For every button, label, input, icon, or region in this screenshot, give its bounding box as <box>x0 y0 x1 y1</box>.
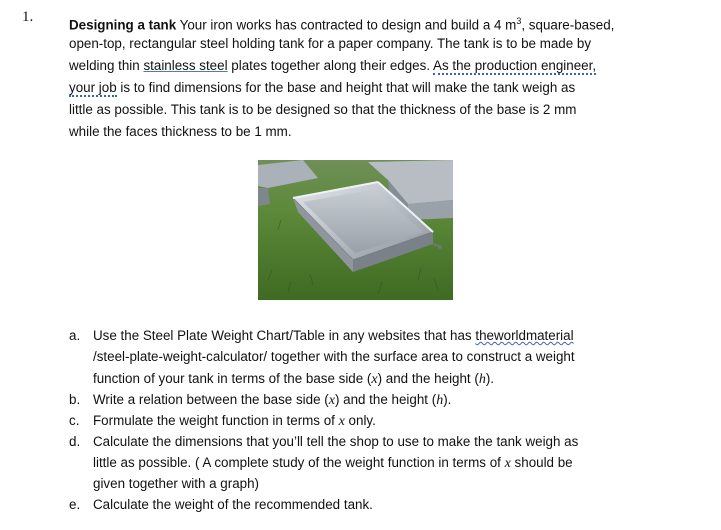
intro-line-5: little as possible. This tank is to be designed so that the thickness of the base is 2 mm <box>69 102 577 117</box>
item-a-line-2: /steel-plate-weight-calculator/ together with the surface area to construct a weight <box>93 349 575 364</box>
intro-line-4: your job is to find dimensions for the base and height that will make the tank weigh as <box>69 80 576 95</box>
item-a-line-3: function of your tank in terms of the base side (x) and the height (h). <box>93 371 495 387</box>
item-d-line-1: Calculate the dimensions that you’ll tell the shop to use to make the tank weigh as <box>93 434 579 449</box>
item-b-label: b. <box>69 392 81 407</box>
item-b-text: Write a relation between the base side (x) and the height (h). <box>93 392 452 408</box>
intro-line-2: open-top, rectangular steel holding tank for a paper company. The tank is to be made by <box>69 36 592 51</box>
intro-line-1: Designing a tank Your iron works has contracted to design and build a 4 $m^3$, square-based, <box>69 16 615 33</box>
item-e-text: Calculate the weight of the recommended tank. <box>93 497 373 512</box>
problem-number: 1. <box>22 9 34 25</box>
stainless-steel-term: stainless steel <box>143 58 228 73</box>
tank-photo <box>258 160 453 300</box>
website-link[interactable]: theworldmaterial <box>475 328 574 343</box>
item-a-line-1: Use the Steel Plate Weight Chart/Table in any websites that has theworldmaterial <box>93 328 574 343</box>
item-d-line-2: little as possible. ( A complete study of the weight function in terms of x should be <box>93 455 573 471</box>
problem-title: Designing a tank <box>69 17 177 33</box>
item-d-label: d. <box>69 434 81 449</box>
grammar-flag-2: your job <box>69 80 117 95</box>
item-a-label: a. <box>69 328 81 343</box>
item-e-label: e. <box>69 497 81 512</box>
tank-illustration <box>258 160 453 300</box>
grammar-flag: As the production engineer, <box>433 58 597 73</box>
intro-line-6: while the faces thickness to be 1 mm. <box>69 124 292 139</box>
item-d-line-3: given together with a graph) <box>93 476 259 491</box>
website-link-path: /steel-plate-weight-calculator/ <box>93 349 268 364</box>
item-c-text: Formulate the weight function in terms of x only. <box>93 413 376 429</box>
item-c-label: c. <box>69 413 80 428</box>
intro-line-3: welding thin stainless steel plates together along their edges. As the production engineer, <box>69 58 597 73</box>
